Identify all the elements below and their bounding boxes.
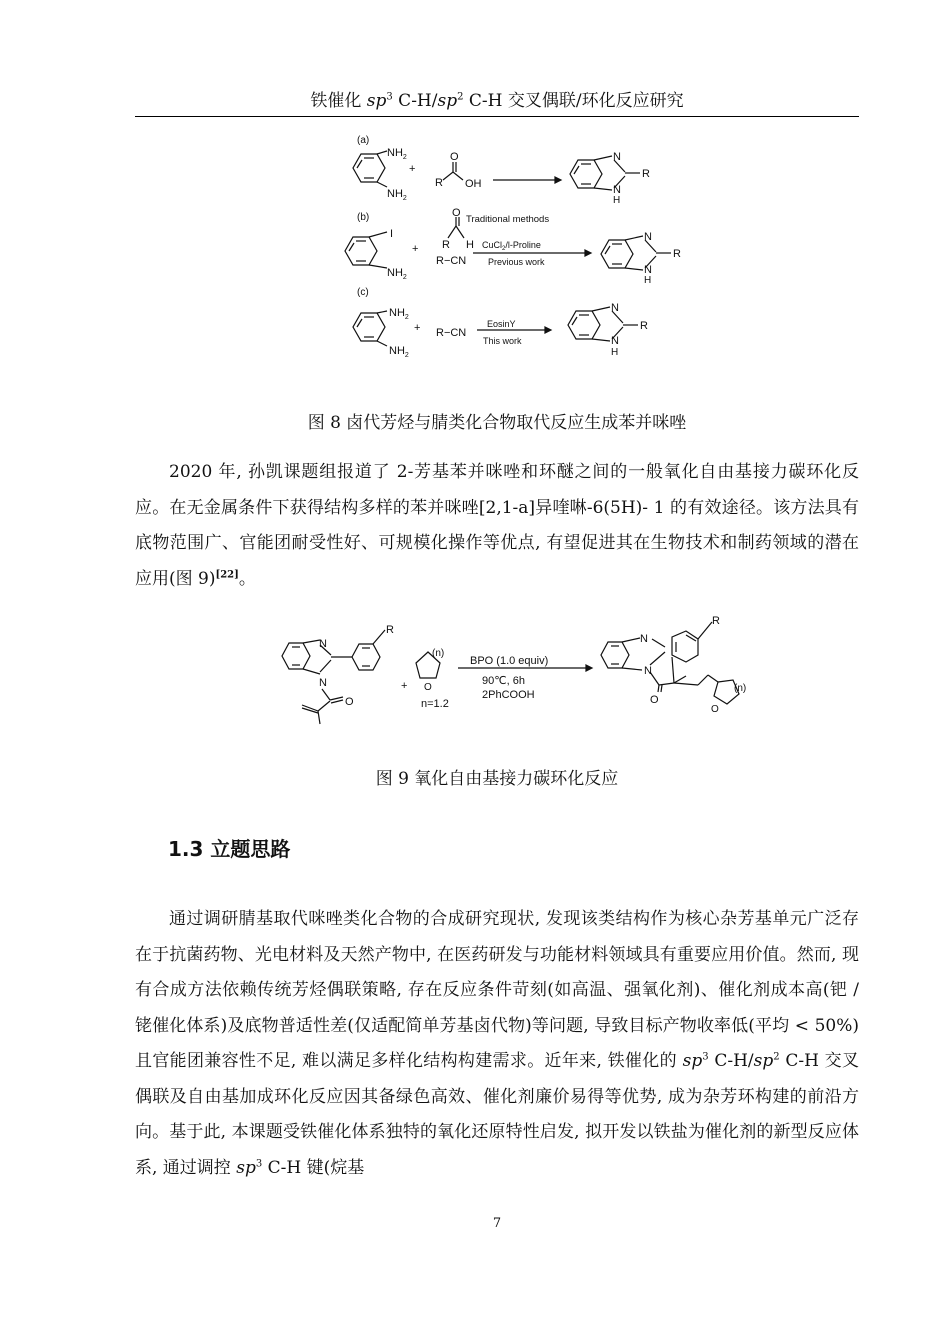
svg-text:O: O bbox=[452, 207, 461, 219]
svg-text:(n): (n) bbox=[432, 648, 445, 659]
svg-text:O: O bbox=[345, 696, 354, 708]
svg-text:H: H bbox=[611, 347, 619, 358]
svg-text:O: O bbox=[650, 694, 659, 706]
header-rule bbox=[135, 116, 859, 117]
svg-text:+: + bbox=[412, 243, 419, 255]
svg-text:R: R bbox=[642, 168, 650, 180]
paragraph-1: 2020 年, 孙凯课题组报道了 2-芳基苯并咪唑和环醚之间的一般氧化自由基接力碳环化反应。在无金属条件下获得结构多样的苯并咪唑[2,1-a]异喹啉-6(5H)- 1 的有效途径。该方法具有底物范围广、官能团耐受性好、可规模化操作等优点, 有望促进其在生物技术和制药领域的潜在应用(图 9)[22]。 bbox=[135, 462, 859, 589]
svg-text:+: + bbox=[409, 163, 416, 175]
svg-text:OH: OH bbox=[465, 178, 482, 190]
svg-text:R: R bbox=[640, 320, 648, 332]
svg-text:2PhCOOH: 2PhCOOH bbox=[482, 689, 535, 701]
figure-8-caption: 图 8 卤代芳烃与腈类化合物取代反应生成苯并咪唑 bbox=[307, 413, 687, 433]
svg-text:H: H bbox=[466, 239, 474, 251]
svg-text:R: R bbox=[673, 248, 681, 260]
svg-text:n=1.2: n=1.2 bbox=[421, 698, 449, 710]
svg-text:EosinY: EosinY bbox=[487, 319, 516, 329]
svg-text:R: R bbox=[386, 624, 394, 636]
svg-text:H: H bbox=[644, 275, 652, 286]
svg-text:(n): (n) bbox=[734, 683, 747, 694]
svg-text:N: N bbox=[611, 302, 619, 314]
svg-text:N: N bbox=[644, 665, 652, 677]
figure-9-caption: 图 9 氧化自由基接力碳环化反应 bbox=[375, 769, 619, 789]
figure-9-scheme bbox=[270, 615, 760, 725]
label-c: (c) bbox=[357, 287, 369, 298]
svg-text:O: O bbox=[450, 151, 459, 163]
svg-text:O: O bbox=[424, 682, 432, 693]
svg-text:Traditional methods: Traditional methods bbox=[466, 214, 550, 225]
section-heading-1-3: 1.3 立题思路 bbox=[168, 837, 291, 861]
svg-text:N: N bbox=[611, 335, 619, 347]
svg-text:NH2: $NH_2$ bbox=[389, 345, 409, 359]
svg-text:N: N bbox=[613, 184, 621, 196]
running-header: 铁催化 $sp^3$ $C-H/sp^2$ C-H 交叉偶联/环化反应研究 bbox=[310, 91, 684, 111]
label-a: (a) bbox=[357, 135, 370, 146]
svg-text:90℃, 6h: 90℃, 6h bbox=[482, 675, 525, 687]
svg-text:N: N bbox=[640, 633, 648, 645]
svg-text:NH2: $NH_2$ bbox=[387, 267, 407, 281]
svg-text:NH2: $NH_2$ bbox=[389, 307, 409, 321]
svg-text:NH2: $NH_2$ bbox=[387, 147, 407, 161]
svg-text:N: N bbox=[319, 677, 327, 689]
svg-text:+: + bbox=[414, 322, 421, 334]
svg-text:I: I bbox=[390, 228, 394, 240]
figure-8-scheme bbox=[330, 128, 710, 368]
svg-text:N: N bbox=[613, 151, 621, 163]
svg-text:N: N bbox=[644, 264, 652, 276]
svg-text:H: H bbox=[613, 195, 621, 206]
svg-text:R−CN: R−CN bbox=[436, 327, 467, 339]
svg-text:O: O bbox=[711, 704, 719, 715]
label-b: (b) bbox=[357, 212, 370, 223]
paragraph-2: 通过调研腈基取代咪唑类化合物的合成研究现状, 发现该类结构作为核心杂芳基单元广泛存在于抗菌药物、光电材料及天然产物中, 在医药研发与功能材料领域具有重要应用价值。然而, 现有合成方法依赖传统芳烃偶联策略, 存在反应条件苛刻(如高温、强氧化剂)、催化剂成本高(钯 / 铑催化体系)及底物普适性差(仅适配简单芳基卤代物)等问题, 导致目标产物收率低(平均 < 50%)且官能团兼容性不足, 难以满足多样化结构构建需求。近年来, 铁催化的 $sp^3$ $C-H/sp^2$ C-H 交叉偶联及自由基加成环化反应因其备绿色高效、催化剂廉价易得等优势, 成为杂芳环构建的前沿方向。基于此, 本课题受铁催化体系独特的氧化还原特性启发, 拟开发以铁盐为催化剂的新型反应体系, 通过调控 $sp^3$ C-H 键(烷基 bbox=[135, 909, 859, 1178]
svg-text:N: N bbox=[644, 231, 652, 243]
svg-text:+: + bbox=[401, 680, 408, 692]
svg-text:R: R bbox=[442, 239, 450, 251]
svg-text:R: R bbox=[712, 615, 720, 627]
svg-text:CuCl2/l-Proline: CuCl$_2$/l-Proline bbox=[482, 240, 541, 252]
svg-text:N: N bbox=[319, 638, 327, 650]
page-number: 7 bbox=[492, 1216, 502, 1231]
svg-text:R−CN: R−CN bbox=[436, 255, 467, 267]
svg-text:This work: This work bbox=[483, 336, 522, 346]
svg-text:NH2: $NH_2$ bbox=[387, 188, 407, 202]
svg-text:BPO (1.0 equiv): BPO (1.0 equiv) bbox=[470, 655, 549, 667]
svg-text:R: R bbox=[435, 177, 443, 189]
svg-text:Previous work: Previous work bbox=[488, 257, 545, 267]
